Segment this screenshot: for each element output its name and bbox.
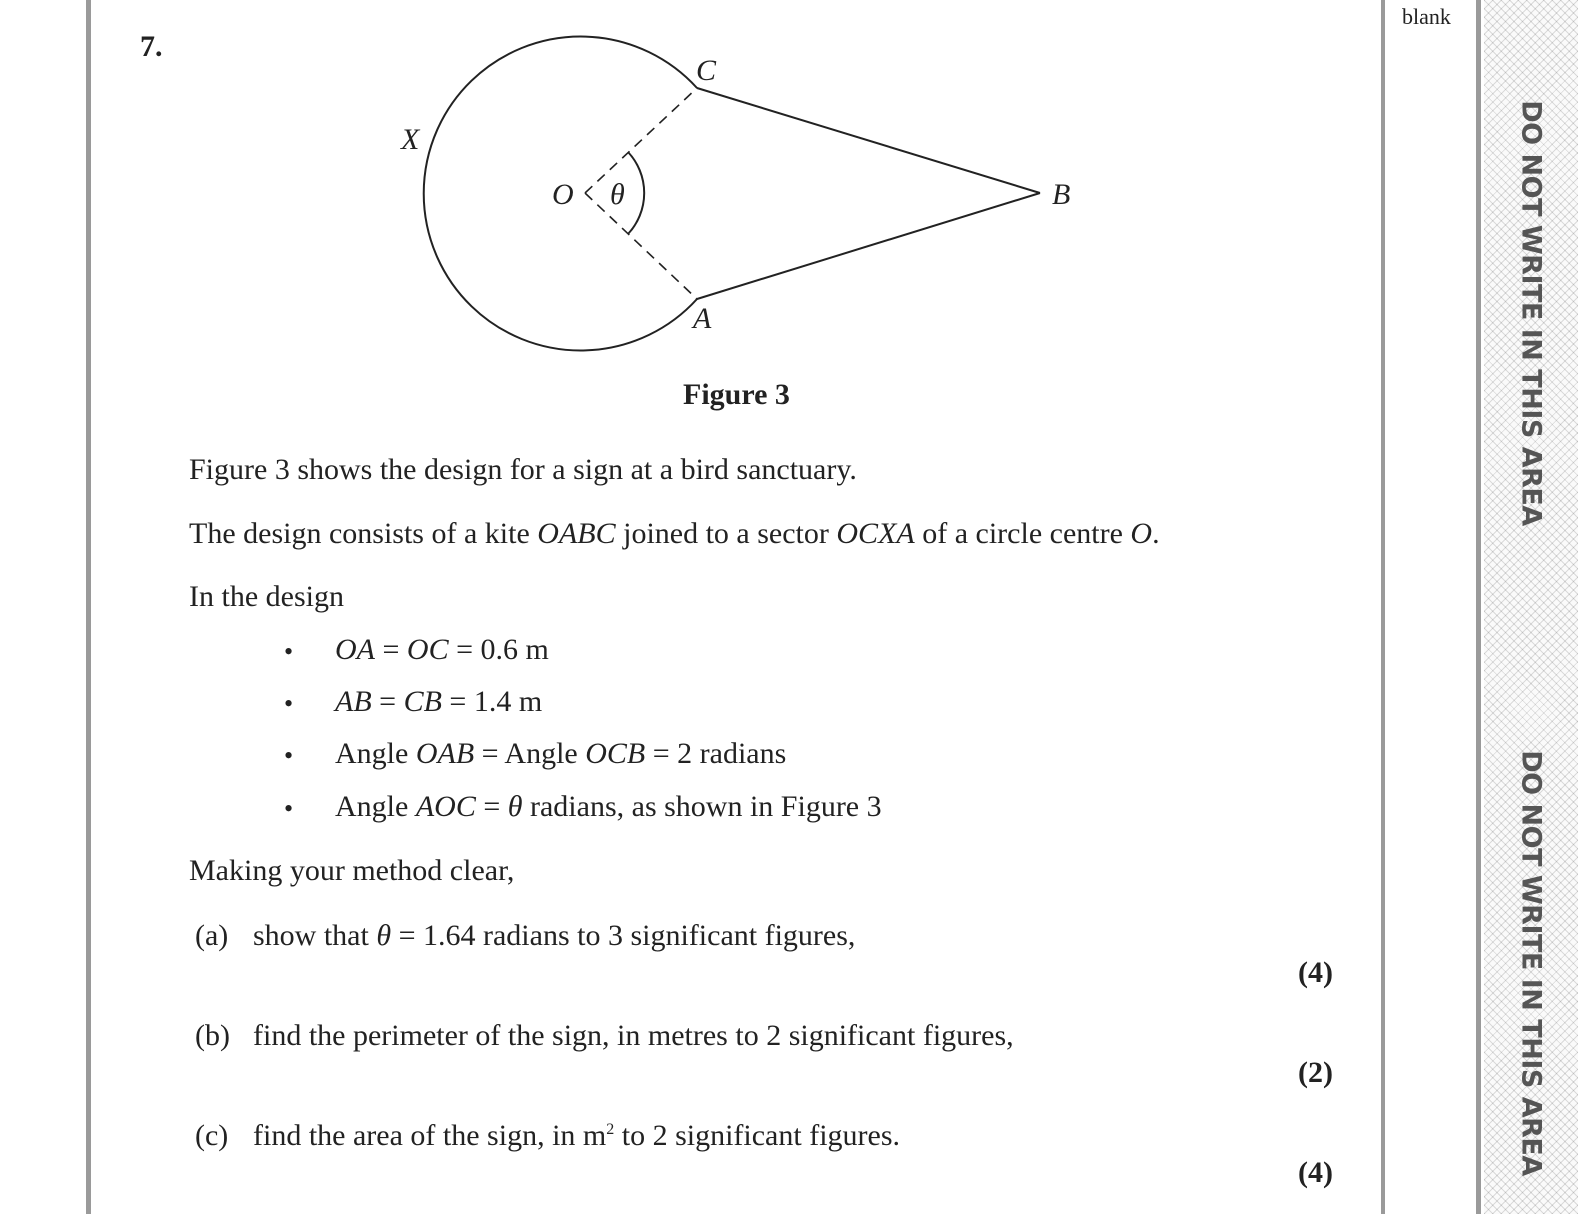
kite-side-cb	[697, 88, 1040, 193]
label-b: B	[1052, 178, 1071, 211]
bullet-kite-sides: AB = CB = 1.4 m	[335, 685, 543, 718]
angle-theta-arc	[628, 152, 644, 234]
bullet-sector-angle: Angle AOC = θ radians, as shown in Figure 3	[335, 790, 882, 823]
question-number: 7.	[140, 30, 163, 63]
bullet-marker: •	[284, 689, 294, 718]
kite-side-ab	[697, 193, 1040, 299]
bullet-marker: •	[284, 637, 294, 666]
label-x: X	[401, 123, 420, 156]
blank-label: blank	[1402, 4, 1451, 29]
part-c-marks: (4)	[1298, 1156, 1333, 1189]
method-line: Making your method clear,	[189, 854, 515, 887]
intro-line-3: In the design	[189, 580, 344, 613]
bullet-radius: OA = OC = 0.6 m	[335, 633, 549, 666]
part-a-text: show that θ = 1.64 radians to 3 significant figures,	[253, 919, 856, 952]
warning-text-top: DO NOT WRITE IN THIS AREA	[1515, 100, 1547, 526]
part-c-label: (c)	[195, 1119, 229, 1152]
label-a: A	[693, 302, 712, 335]
figure-3-diagram	[0, 0, 1200, 370]
warning-text-bottom: DO NOT WRITE IN THIS AREA	[1515, 750, 1547, 1176]
bullet-marker: •	[284, 741, 294, 770]
figure-caption: Figure 3	[683, 378, 790, 411]
part-b-marks: (2)	[1298, 1056, 1333, 1089]
intro-line-1: Figure 3 shows the design for a sign at a bird sanctuary.	[189, 453, 857, 486]
bullet-marker: •	[284, 794, 294, 823]
part-b-text: find the perimeter of the sign, in metres to 2 significant figures,	[253, 1019, 1014, 1052]
radius-oc	[585, 88, 697, 193]
label-o: O	[552, 178, 574, 211]
part-c-text: find the area of the sign, in $m^2$ to 2 significant figures.	[253, 1119, 901, 1152]
label-c: C	[696, 54, 717, 87]
radius-oa	[585, 193, 697, 299]
part-a-marks: (4)	[1298, 956, 1333, 989]
part-a-label: (a)	[195, 919, 229, 952]
label-theta: θ	[610, 178, 625, 211]
intro-line-2: The design consists of a kite OABC joined to a sector OCXA of a circle centre O.	[189, 517, 1160, 550]
margin-strip-border	[1476, 0, 1481, 1214]
part-b-label: (b)	[195, 1019, 230, 1052]
right-margin-line	[1381, 0, 1385, 1214]
bullet-kite-angles: Angle OAB = Angle OCB = 2 radians	[335, 737, 787, 770]
